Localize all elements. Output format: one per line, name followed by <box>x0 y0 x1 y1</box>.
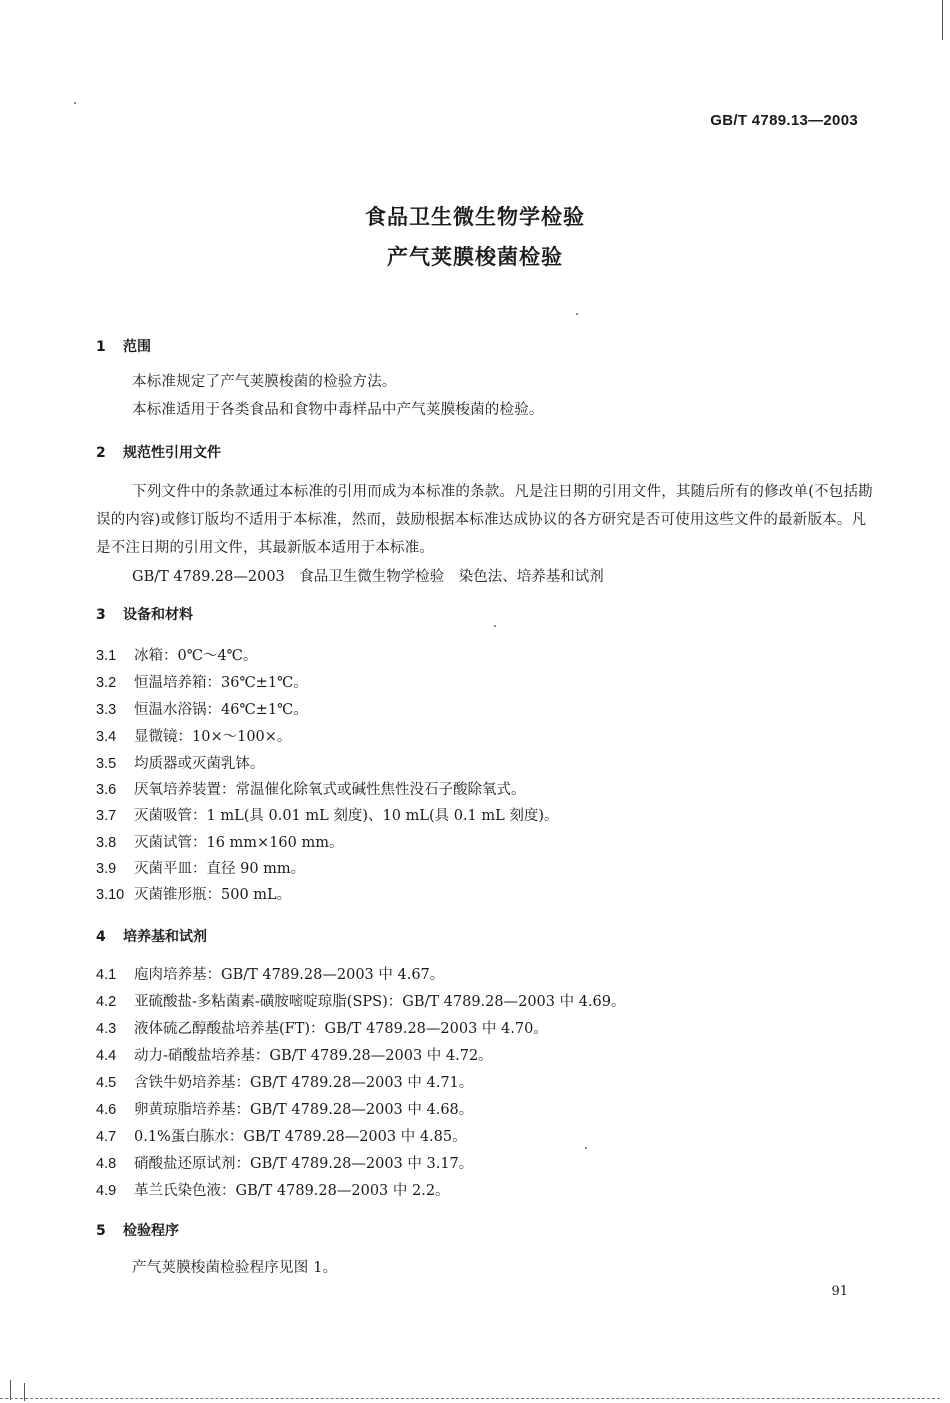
list-item: 4.1 庖肉培养基：GB/T 4789.28—2003 中 4.67。 <box>96 967 445 983</box>
section-heading-procedure <box>96 1220 179 1240</box>
scan-speck <box>585 1147 587 1149</box>
reference-entry: GB/T 4789.28—2003 食品卫生微生物学检验 染色法、培养基和试剂 <box>132 569 604 585</box>
list-item: 3.3 恒温水浴锅：46℃±1℃。 <box>96 702 308 718</box>
section-title: 范围 <box>123 339 151 355</box>
scan-bottom-rule <box>0 1398 940 1399</box>
scope-paragraph: 本标准规定了产气荚膜梭菌的检验方法。 <box>132 374 397 390</box>
scan-speck <box>494 625 496 627</box>
section-number: 3 <box>96 607 106 623</box>
list-item: 3.6 厌氧培养装置：常温催化除氧式或碱性焦性没石子酸除氧式。 <box>96 782 526 798</box>
list-item: 3.8 灭菌试管：16 mm×160 mm。 <box>96 835 344 851</box>
section-heading-media <box>96 926 207 946</box>
list-item: 4.5 含铁牛奶培养基：GB/T 4789.28—2003 中 4.71。 <box>96 1075 474 1091</box>
document-subtitle: 产气荚膜梭菌检验 <box>387 245 563 269</box>
list-item: 3.7 灭菌吸管：1 mL(具 0.01 mL 刻度)、10 mL(具 0.1 mL 刻度)。 <box>96 808 559 824</box>
list-item: 4.6 卵黄琼脂培养基：GB/T 4789.28—2003 中 4.68。 <box>96 1102 474 1118</box>
section-heading-references <box>96 442 221 462</box>
section-title: 培养基和试剂 <box>123 929 207 945</box>
section-title: 规范性引用文件 <box>123 445 221 461</box>
scan-speck <box>74 102 76 104</box>
section-heading-scope <box>96 336 151 356</box>
document-title: 食品卫生微生物学检验 <box>365 205 585 229</box>
list-item: 4.2 亚硫酸盐-多粘菌素-磺胺嘧啶琼脂(SPS)：GB/T 4789.28—2003 中 4.69。 <box>96 994 626 1010</box>
references-paragraph: 下列文件中的条款通过本标准的引用而成为本标准的条款。凡是注日期的引用文件，其随后所有的修改单(不包括勘误的内容)或修订版均不适用于本标准，然而，鼓励根据本标准达成协议的各方研究是否可使用这些文件的最新版本。凡是不注日期的引用文件，其最新版本适用于本标准。 <box>96 484 873 556</box>
page-number: 91 <box>831 1284 848 1299</box>
scan-edge-mark <box>10 1380 11 1400</box>
scan-speck <box>576 313 578 315</box>
section-title: 设备和材料 <box>123 607 193 623</box>
procedure-paragraph: 产气荚膜梭菌检验程序见图 1。 <box>132 1260 338 1276</box>
scan-edge-mark <box>942 0 943 40</box>
section-number: 2 <box>96 445 106 461</box>
list-item: 3.1 冰箱：0℃～4℃。 <box>96 648 258 664</box>
list-item: 4.9 革兰氏染色液：GB/T 4789.28—2003 中 2.2。 <box>96 1183 450 1199</box>
list-item: 3.4 显微镜：10×～100×。 <box>96 729 292 745</box>
list-item: 3.10 灭菌锥形瓶：500 mL。 <box>96 887 292 903</box>
section-heading-equipment <box>96 604 193 624</box>
list-item: 3.2 恒温培养箱：36℃±1℃。 <box>96 675 308 691</box>
section-number: 5 <box>96 1223 106 1239</box>
list-item: 4.4 动力-硝酸盐培养基：GB/T 4789.28—2003 中 4.72。 <box>96 1048 493 1064</box>
section-number: 1 <box>96 339 106 355</box>
section-number: 4 <box>96 929 106 945</box>
scope-paragraph: 本标准适用于各类食品和食物中毒样品中产气荚膜梭菌的检验。 <box>132 402 544 418</box>
list-item: 3.5 均质器或灭菌乳钵。 <box>96 756 265 772</box>
list-item: 4.7 0.1%蛋白胨水：GB/T 4789.28—2003 中 4.85。 <box>96 1129 467 1145</box>
section-title: 检验程序 <box>123 1223 179 1239</box>
list-item: 3.9 灭菌平皿：直径 90 mm。 <box>96 861 306 877</box>
standard-code: GB/T 4789.13—2003 <box>710 112 858 129</box>
list-item: 4.8 硝酸盐还原试剂：GB/T 4789.28—2003 中 3.17。 <box>96 1156 474 1172</box>
list-item: 4.3 液体硫乙醇酸盐培养基(FT)：GB/T 4789.28—2003 中 4.70。 <box>96 1021 548 1037</box>
